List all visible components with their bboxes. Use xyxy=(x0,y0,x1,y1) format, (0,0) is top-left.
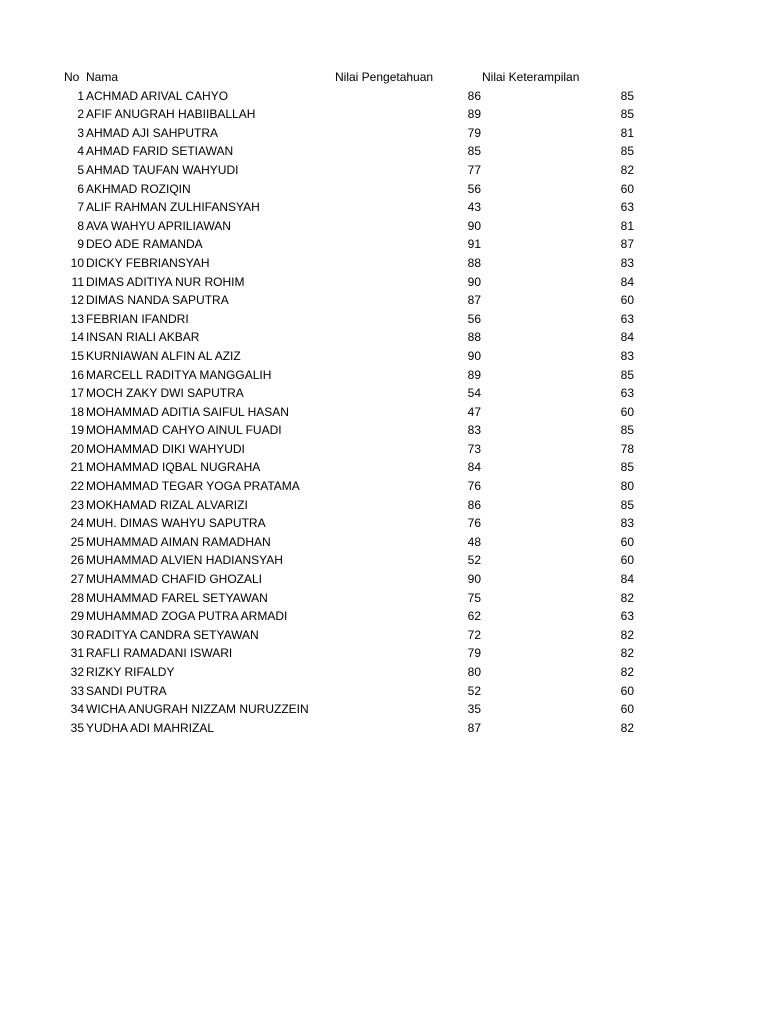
row-nama: DIMAS NANDA SAPUTRA xyxy=(86,293,229,308)
row-nilai-keterampilan: 63 xyxy=(620,311,634,326)
row-nama: MUHAMMAD FAREL SETYAWAN xyxy=(86,590,268,605)
row-nama: MOHAMMAD ADITIA SAIFUL HASAN xyxy=(86,404,289,419)
row-nama: DEO ADE RAMANDA xyxy=(86,237,203,252)
row-nilai-keterampilan: 85 xyxy=(620,107,634,122)
row-nama: AKHMAD ROZIQIN xyxy=(86,181,191,196)
row-no: 13 xyxy=(70,311,84,326)
table-row xyxy=(0,273,768,292)
row-nilai-keterampilan: 83 xyxy=(620,348,634,363)
row-nilai-keterampilan: 84 xyxy=(620,572,634,587)
row-nilai-pengetahuan: 85 xyxy=(467,144,481,159)
table-row xyxy=(0,254,768,273)
row-nama: MUH. DIMAS WAHYU SAPUTRA xyxy=(86,516,266,531)
table-row xyxy=(0,514,768,533)
table-row xyxy=(0,384,768,403)
row-nilai-pengetahuan: 76 xyxy=(467,479,481,494)
row-nilai-pengetahuan: 83 xyxy=(467,423,481,438)
row-no: 14 xyxy=(70,330,84,345)
table-row xyxy=(0,328,768,347)
row-nama: MUHAMMAD CHAFID GHOZALI xyxy=(86,572,263,587)
table-row xyxy=(0,663,768,682)
row-no: 10 xyxy=(70,255,84,270)
row-nilai-pengetahuan: 47 xyxy=(467,404,481,419)
row-nama: MUHAMMAD AIMAN RAMADHAN xyxy=(86,534,271,549)
row-nilai-pengetahuan: 88 xyxy=(467,255,481,270)
row-nama: DIMAS ADITIYA NUR ROHIM xyxy=(86,274,245,289)
row-no: 34 xyxy=(70,702,84,717)
row-nilai-keterampilan: 63 xyxy=(620,386,634,401)
row-no: 25 xyxy=(70,534,84,549)
table-row xyxy=(0,551,768,570)
row-nama: MARCELL RADITYA MANGGALIH xyxy=(86,367,272,382)
row-nilai-keterampilan: 85 xyxy=(620,144,634,159)
row-nilai-keterampilan: 60 xyxy=(620,534,634,549)
row-nilai-pengetahuan: 62 xyxy=(467,609,481,624)
row-nilai-pengetahuan: 35 xyxy=(467,702,481,717)
row-no: 5 xyxy=(77,162,84,177)
row-no: 7 xyxy=(77,200,84,215)
row-nilai-keterampilan: 82 xyxy=(620,646,634,661)
row-nama: MOHAMMAD IQBAL NUGRAHA xyxy=(86,460,261,475)
row-nama: KURNIAWAN ALFIN AL AZIZ xyxy=(86,348,241,363)
row-nilai-pengetahuan: 52 xyxy=(467,683,481,698)
row-nilai-pengetahuan: 89 xyxy=(467,107,481,122)
row-nilai-keterampilan: 84 xyxy=(620,274,634,289)
row-nama: MOHAMMAD CAHYO AINUL FUADI xyxy=(86,423,282,438)
table-row xyxy=(0,719,768,738)
row-nilai-keterampilan: 80 xyxy=(620,479,634,494)
row-no: 6 xyxy=(77,181,84,196)
row-nama: INSAN RIALI AKBAR xyxy=(86,330,200,345)
row-nilai-pengetahuan: 88 xyxy=(467,330,481,345)
row-nilai-keterampilan: 85 xyxy=(620,460,634,475)
row-nilai-keterampilan: 63 xyxy=(620,609,634,624)
row-nilai-pengetahuan: 79 xyxy=(467,125,481,140)
table-row xyxy=(0,458,768,477)
row-nilai-pengetahuan: 43 xyxy=(467,200,481,215)
table-row xyxy=(0,682,768,701)
row-nama: AFIF ANUGRAH HABIIBALLAH xyxy=(86,107,256,122)
header-no: No xyxy=(64,70,80,84)
row-nama: SANDI PUTRA xyxy=(86,683,167,698)
row-nilai-pengetahuan: 86 xyxy=(467,88,481,103)
row-nama: WICHA ANUGRAH NIZZAM NURUZZEIN xyxy=(86,702,309,717)
row-no: 23 xyxy=(70,497,84,512)
row-nilai-pengetahuan: 84 xyxy=(467,460,481,475)
row-nilai-pengetahuan: 89 xyxy=(467,367,481,382)
row-nama: AHMAD FARID SETIAWAN xyxy=(86,144,234,159)
row-no: 11 xyxy=(71,274,84,289)
row-no: 4 xyxy=(77,144,84,159)
row-nama: RADITYA CANDRA SETYAWAN xyxy=(86,627,259,642)
row-no: 9 xyxy=(77,237,84,252)
table-row xyxy=(0,366,768,385)
table-row xyxy=(0,589,768,608)
grade-table xyxy=(0,68,768,737)
header-nama: Nama xyxy=(86,70,119,84)
row-nama: ALIF RAHMAN ZULHIFANSYAH xyxy=(86,200,260,215)
row-nama: YUDHA ADI MAHRIZAL xyxy=(86,720,215,735)
row-no: 24 xyxy=(70,516,84,531)
row-nama: RIZKY RIFALDY xyxy=(86,665,175,679)
table-row xyxy=(0,310,768,329)
table-body xyxy=(0,87,768,738)
row-nama: MOCH ZAKY DWI SAPUTRA xyxy=(86,386,244,401)
row-no: 33 xyxy=(70,683,84,698)
table-row xyxy=(0,421,768,440)
row-nilai-keterampilan: 82 xyxy=(620,720,634,735)
table-row xyxy=(0,142,768,161)
table-row xyxy=(0,180,768,199)
row-nilai-keterampilan: 87 xyxy=(620,237,634,252)
row-nilai-keterampilan: 85 xyxy=(620,423,634,438)
table-row xyxy=(0,403,768,422)
row-nilai-keterampilan: 81 xyxy=(620,125,634,140)
row-no: 20 xyxy=(70,441,84,456)
row-no: 35 xyxy=(70,720,84,735)
row-nilai-pengetahuan: 48 xyxy=(467,534,481,549)
row-nilai-keterampilan: 82 xyxy=(620,627,634,642)
row-no: 26 xyxy=(70,553,84,568)
row-nama: AVA WAHYU APRILIAWAN xyxy=(86,218,231,233)
table-row xyxy=(0,607,768,626)
row-nilai-keterampilan: 82 xyxy=(620,162,634,177)
row-nilai-pengetahuan: 87 xyxy=(467,720,481,735)
table-row xyxy=(0,626,768,645)
row-nilai-keterampilan: 78 xyxy=(620,441,634,456)
row-nama: ACHMAD ARIVAL CAHYO xyxy=(86,88,229,103)
row-nilai-pengetahuan: 86 xyxy=(467,497,481,512)
row-nilai-pengetahuan: 79 xyxy=(467,646,481,661)
row-nama: RAFLI RAMADANI ISWARI xyxy=(86,646,233,661)
table-row xyxy=(0,198,768,217)
row-no: 30 xyxy=(70,627,84,642)
row-nilai-keterampilan: 60 xyxy=(620,181,634,196)
row-no: 31 xyxy=(70,646,84,661)
row-nilai-keterampilan: 85 xyxy=(620,367,634,382)
row-nama: MOKHAMAD RIZAL ALVARIZI xyxy=(86,497,248,512)
table-row xyxy=(0,477,768,496)
table-row xyxy=(0,217,768,236)
row-no: 19 xyxy=(70,423,84,438)
table-row xyxy=(0,700,768,719)
row-nilai-pengetahuan: 73 xyxy=(467,441,481,456)
row-no: 1 xyxy=(77,88,84,103)
row-no: 3 xyxy=(77,125,84,140)
row-nilai-pengetahuan: 80 xyxy=(467,665,481,679)
row-nilai-pengetahuan: 87 xyxy=(467,293,481,308)
row-nama: DICKY FEBRIANSYAH xyxy=(86,255,210,270)
row-nilai-keterampilan: 85 xyxy=(620,88,634,103)
table-row xyxy=(0,570,768,589)
table-row xyxy=(0,124,768,143)
table-row xyxy=(0,161,768,180)
row-no: 12 xyxy=(70,293,84,308)
row-nilai-keterampilan: 83 xyxy=(620,516,634,531)
table-row xyxy=(0,440,768,459)
row-nilai-keterampilan: 82 xyxy=(620,590,634,605)
row-nilai-pengetahuan: 90 xyxy=(467,274,481,289)
row-nama: MOHAMMAD TEGAR YOGA PRATAMA xyxy=(86,479,300,494)
row-nilai-pengetahuan: 77 xyxy=(467,162,481,177)
row-nilai-pengetahuan: 72 xyxy=(467,627,481,642)
row-nilai-pengetahuan: 90 xyxy=(467,348,481,363)
row-nama: MUHAMMAD ZOGA PUTRA ARMADI xyxy=(86,609,288,624)
row-nama: MUHAMMAD ALVIEN HADIANSYAH xyxy=(86,553,283,568)
row-nilai-pengetahuan: 54 xyxy=(467,386,481,401)
row-nilai-keterampilan: 60 xyxy=(620,553,634,568)
table-row xyxy=(0,644,768,663)
row-nilai-keterampilan: 60 xyxy=(620,293,634,308)
row-nilai-keterampilan: 60 xyxy=(620,683,634,698)
row-no: 15 xyxy=(70,348,84,363)
row-nilai-pengetahuan: 90 xyxy=(467,572,481,587)
row-no: 18 xyxy=(70,404,84,419)
row-nilai-pengetahuan: 56 xyxy=(467,311,481,326)
header-nilai-pengetahuan: Nilai Pengetahuan xyxy=(335,70,434,84)
table-row xyxy=(0,496,768,515)
row-no: 21 xyxy=(70,460,84,475)
row-no: 29 xyxy=(70,609,84,624)
row-no: 8 xyxy=(77,218,84,233)
table-row xyxy=(0,87,768,106)
row-nama: AHMAD TAUFAN WAHYUDI xyxy=(86,162,239,177)
table-row xyxy=(0,105,768,124)
table-row xyxy=(0,235,768,254)
row-no: 2 xyxy=(77,107,84,122)
row-nama: FEBRIAN IFANDRI xyxy=(86,311,189,326)
row-nama: AHMAD AJI SAHPUTRA xyxy=(86,125,219,140)
header-nilai-keterampilan: Nilai Keterampilan xyxy=(482,70,580,84)
table-row xyxy=(0,533,768,552)
row-no: 22 xyxy=(70,479,84,494)
row-no: 27 xyxy=(70,572,84,587)
row-no: 17 xyxy=(70,386,84,401)
row-nilai-pengetahuan: 90 xyxy=(467,218,481,233)
row-nilai-keterampilan: 83 xyxy=(620,255,634,270)
row-nilai-keterampilan: 60 xyxy=(620,404,634,419)
row-nilai-keterampilan: 85 xyxy=(620,497,634,512)
row-nama: MOHAMMAD DIKI WAHYUDI xyxy=(86,441,245,456)
row-nilai-keterampilan: 82 xyxy=(620,665,634,679)
row-no: 16 xyxy=(70,367,84,382)
row-nilai-pengetahuan: 52 xyxy=(467,553,481,568)
row-nilai-pengetahuan: 91 xyxy=(467,237,481,252)
row-nilai-keterampilan: 84 xyxy=(620,330,634,345)
table-row xyxy=(0,291,768,310)
row-no: 32 xyxy=(70,665,84,679)
row-nilai-pengetahuan: 76 xyxy=(467,516,481,531)
table-row xyxy=(0,347,768,366)
row-nilai-keterampilan: 60 xyxy=(620,702,634,717)
row-nilai-keterampilan: 63 xyxy=(620,200,634,215)
row-nilai-pengetahuan: 56 xyxy=(467,181,481,196)
row-no: 28 xyxy=(70,590,84,605)
row-nilai-pengetahuan: 75 xyxy=(467,590,481,605)
row-nilai-keterampilan: 81 xyxy=(620,218,634,233)
table-header-row xyxy=(0,68,768,87)
